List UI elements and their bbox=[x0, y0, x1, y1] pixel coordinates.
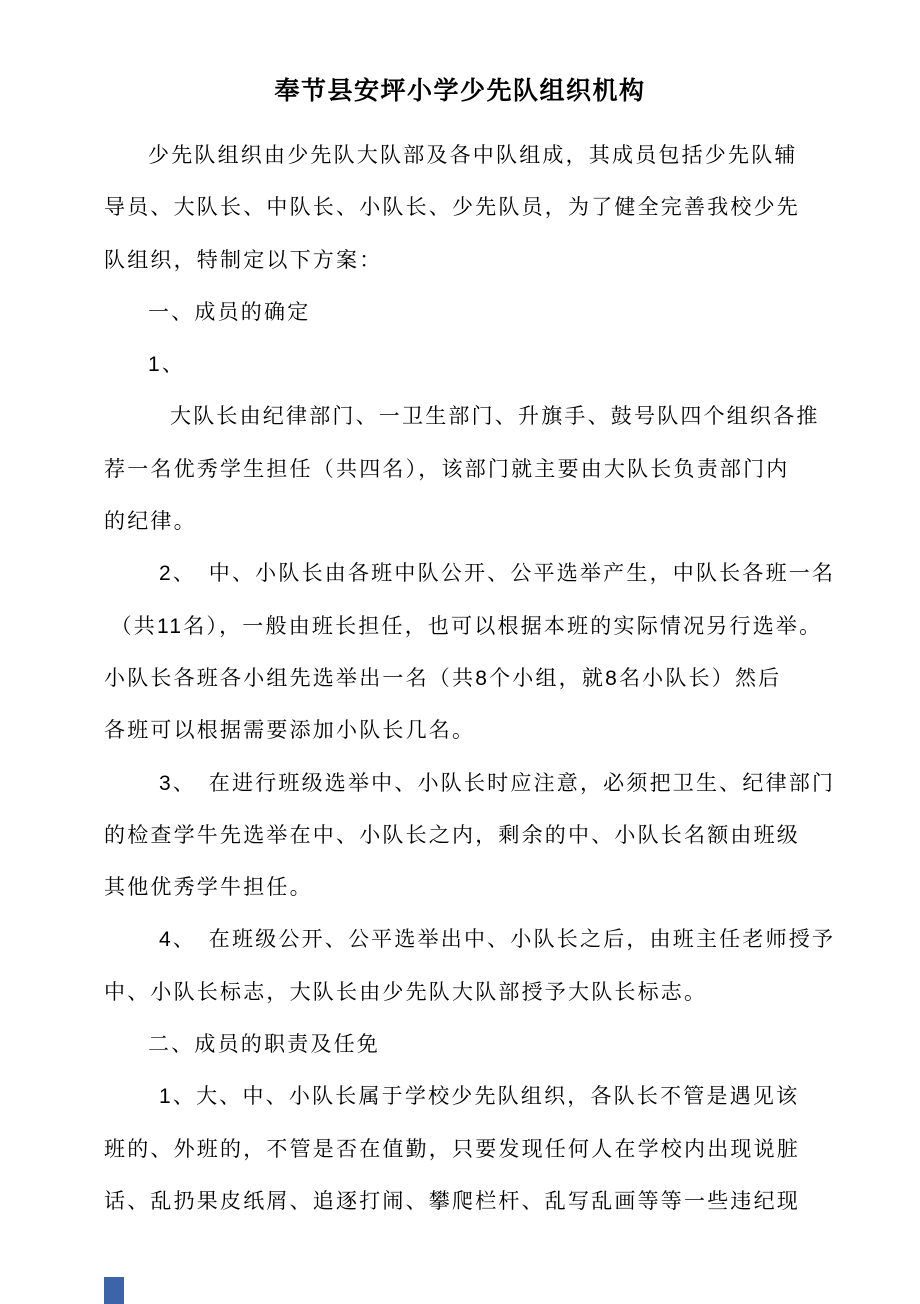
text-line: 各班可以根据需要添加小队长几名。 bbox=[104, 719, 476, 743]
text-line: 4、 在班级公开、公平选举出中、小队长之后，由班主任老师授予 bbox=[159, 928, 836, 952]
text-line: 二、成员的职责及任免 bbox=[148, 1033, 380, 1057]
text-line: 中、小队长标志，大队长由少先队大队部授予大队长标志。 bbox=[104, 980, 708, 1004]
document-title: 奉节县安坪小学少先队组织机构 bbox=[274, 77, 646, 105]
text-line: （共11名），一般由班长担任，也可以根据本班的实际情况另行选举。 bbox=[110, 614, 823, 638]
text-line: 3、 在进行班级选举中、小队长时应注意，必须把卫生、纪律部门 bbox=[159, 771, 836, 795]
text-line: 1、 bbox=[148, 353, 186, 377]
text-line: 班的、外班的，不管是否在值勤，只要发现任何人在学校内出现说脏 bbox=[104, 1137, 800, 1161]
text-line: 导员、大队长、中队长、小队长、少先队员，为了健全完善我校少先 bbox=[104, 196, 800, 220]
text-line: 一、成员的确定 bbox=[148, 300, 311, 324]
text-line: 少先队组织由少先队大队部及各中队组成，其成员包括少先队辅 bbox=[148, 144, 798, 167]
text-line: 大队长由纪律部门、一卫生部门、升旗手、鼓号队四个组织各推 bbox=[170, 405, 820, 429]
blue-object-fragment bbox=[104, 1277, 124, 1304]
text-line: 的检查学牛先选举在中、小队长之内，剩余的中、小队长名额由班级 bbox=[104, 823, 800, 847]
text-line: 小队长各班各小组先选举出一名（共8个小组，就8名小队长）然后 bbox=[104, 666, 782, 690]
text-line: 荐一名优秀学生担任（共四名），该部门就主要由大队长负责部门内 bbox=[104, 457, 790, 481]
text-line: 的纪律。 bbox=[104, 510, 197, 534]
text-line: 2、 中、小队长由各班中队公开、公平选举产生，中队长各班一名 bbox=[159, 562, 836, 586]
text-line: 队组织，特制定以下方案： bbox=[104, 248, 383, 272]
text-line: 话、乱扔果皮纸屑、追逐打闹、攀爬栏杆、乱写乱画等等一些违纪现 bbox=[104, 1189, 800, 1213]
document-body bbox=[104, 130, 836, 1228]
text-line: 其他优秀学牛担任。 bbox=[104, 876, 313, 900]
text-line: 1、大、中、小队长属于学校少先队组织，各队长不管是遇见该 bbox=[159, 1085, 800, 1109]
